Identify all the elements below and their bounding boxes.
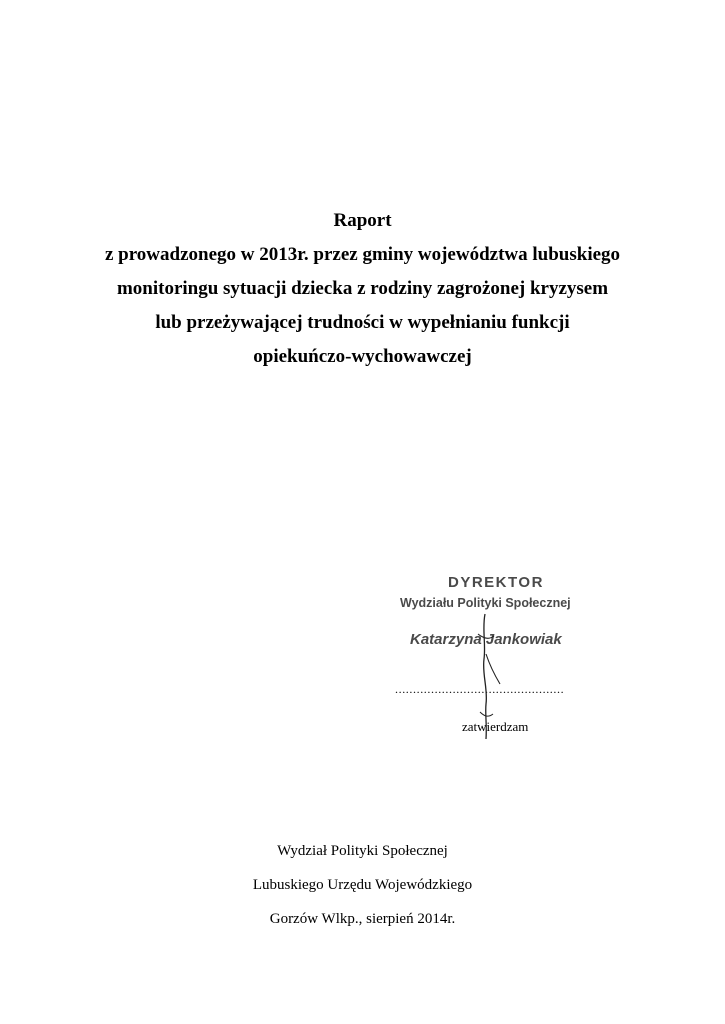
issuer-department: Wydział Polityki Społecznej (277, 843, 448, 859)
signature-line: ............................................... (395, 682, 565, 696)
title-line: lub przeżywającej trudności w wypełnianiu funkcji (155, 312, 570, 333)
issuer-place-date: Gorzów Wlkp., sierpień 2014r. (269, 911, 456, 927)
report-title (0, 204, 725, 374)
title-line: monitoringu sytuacji dziecka z rodziny zagrożonej kryzysem (116, 278, 609, 299)
issuer-info (0, 834, 725, 936)
stamp-department: Wydziału Polityki Społecznej (400, 596, 571, 610)
issuer-office: Lubuskiego Urzędu Wojewódzkiego (252, 877, 473, 893)
title-line: opiekuńczo-wychowawczej (253, 346, 472, 367)
title-heading: Raport (333, 210, 392, 231)
stamp-title: DYREKTOR (448, 574, 544, 591)
stamp-name: Katarzyna Jankowiak (410, 631, 562, 648)
approval-text: zatwierdzam (462, 719, 529, 734)
title-line: z prowadzonego w 2013r. przez gminy województwa lubuskiego (104, 244, 621, 265)
director-stamp (390, 574, 620, 744)
